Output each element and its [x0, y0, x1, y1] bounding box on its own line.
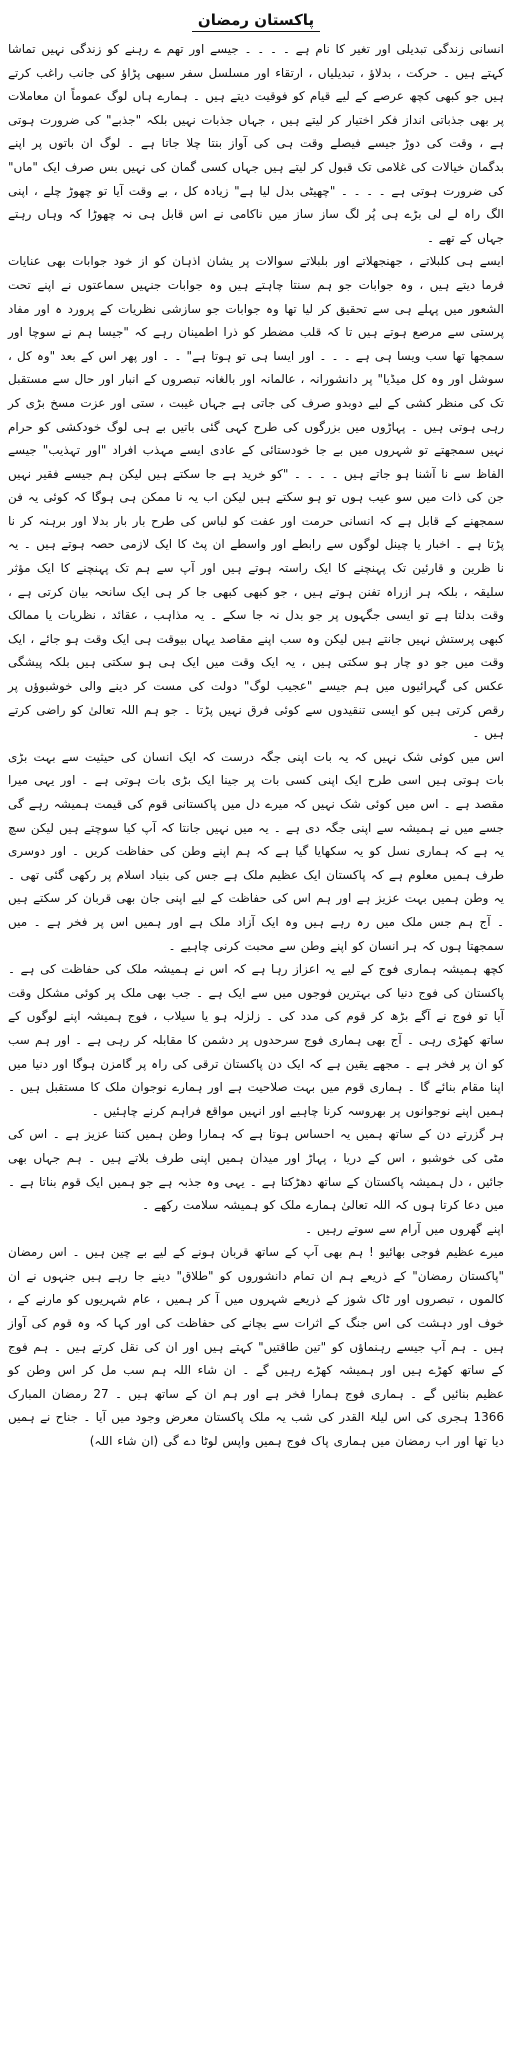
article-paragraph: اس میں کوئی شک نہیں کہ یہ بات اپنی جگہ درست کہ ایک انسان کی حیثیت سے بہت بڑی بات ہوتی ہیں اسی طرح ایک اپنی کسی بات پر جینا ایک بڑی بات ہوتی ہے ۔ اور یہی میرا مقصد ہے ۔ اس میں کوئی شک نہیں کہ میرے دل میں پاکستانی قوم کی قیمت ہمیشہ رہے گی جسے میں نے ہمیشہ سے اپنی جگہ دی ہے ۔ یہ میں نہیں جانتا کہ آپ کیا سوچتے ہیں لیکن سچ یہ ہے کہ ہماری نسل کو یہ سکھایا گیا ہے کہ ہم اپنے وطن کی حفاظت کریں ۔ اور دوسری طرف ہمیں معلوم ہے کہ پاکستان ایک عظیم ملک ہے جس کی بنیاد اسلام پر رکھی گئی تھی ۔ یہ وطن ہمیں بہت عزیز ہے اور ہم اس کی حفاظت کے لیے اپنی جان بھی قربان کر سکتے ہیں ۔ آج ہم جس ملک میں رہ رہے ہیں وہ ایک آزاد ملک ہے اور ہمیں اس پر فخر ہے ۔ میں سمجھتا ہوں کہ ہر انسان کو اپنے وطن سے محبت کرنی چاہیے ۔: [8, 749, 505, 953]
article-paragraph: ایسے ہی کلبلاتے ، جھنجھلاتے اور بلبلاتے سوالات پر یشان اذہان کو از خود جوابات بھی عنایات فرما دیتے ہیں ، وہ جوابات جو ہم سنتا چاہتے ہیں وہ جوابات جنہیں سماعتوں نے اپنے تحت الشعور میں پہلے ہی سے تحقیق کر لیا تھا وہ جوابات جو سازشی نظریات کے پرورد ہ اور مفاد پرستی سے مرصع ہوتے ہیں تا کہ قلب مضطر کو ذرا اطمینان رہے کہ "جیسا ہم نے سوچا اور سمجھا تھا سب ویسا ہی ہے ۔ ۔ ۔ اور ایسا ہی تو ہوتا ہے" ۔ ۔ اور پھر اس کے بعد "وہ کل ، سوشل اور وہ کل میڈیا" پر دانشورانہ ، عالمانہ اور بالغانہ تبصروں کے انبار اور حال سے مستقبل تک کی منظر کشی کے لیے دوبدو صرف کی جاتی ہے جہاں غیبت ، ستی اور عزت مسخ بڑی کر رہی ہوتی ہیں ۔ پہاڑوں میں بزرگوں کی طرح کہی گئی باتیں بے ہی لوگ خودکشی کو حرام نہیں سمجھتے تو شہروں میں بے جا خودستائی کے عادی ایسے مہذب افراد "اور تہذیب" جیسے الفاظ سے نا آشنا ہو جاتے ہیں ۔ ۔ ۔ ۔ "کو خرید ہے جا سکتے ہیں لیکن ہم جیسے فقیر نہیں جن کی ذات میں سو عیب ہوں تو ہو سکتے ہیں لیکن اب یہ نا ممکن ہی ہوگا کہ کوئی یہ فن سمجھنے کے قابل ہے کہ انسانی حرمت اور عفت کو لباس کی طرح بار بار بدلا اور برہنہ کر نا پڑتا ہے ۔ اخبار یا چینل لوگوں سے رابطے اور واسطے ان پٹ کا ایک لازمی حصہ ہوتے ہیں ۔ یہ نا ظرین و قارئین تک پہنچنے کا ایک راستہ ہوتے ہیں اور آپ سے ہم تک پہنچنے کا ایک مؤثر سلیقہ ، بلکہ ہر ازراہ تفنن ہوتے ہیں ، جو کبھی کبھی جا کر ہی ایک سانحہ بیان کرتی ہے ، وقت بدلتا ہے تو ایسی جگہوں پر جو بدل نہ جا سکے ۔ یہ مذاہب ، عقائد ، نظریات یا ممالک کبھی پرستش نہیں جانتے ہیں لیکن وہ سب اپنے مقاصد یہاں بیوقت ہی ایک وقت ہو جائے ، ایک وقت میں جو دو چار ہو سکتی ہیں ، یہ ایک وقت میں ایک ہی ہو سکتی ہیں بلکہ پیشگی عکس کی گہرائیوں میں ہم جیسے "عجیب لوگ" دولت کی مست کر دینے والی خوشبوؤں پر رقص کرتی ہیں کو ایسی تنقیدوں سے کوئی فرق نہیں پڑتا ۔ جو ہم اللہ تعالیٰ کو راضی کرتے ہیں ۔: [8, 254, 504, 741]
article-paragraph: اپنے گھروں میں آرام سے سوتے رہیں ۔: [305, 1221, 504, 1236]
article-paragraph: ہر گزرتے دن کے ساتھ ہمیں یہ احساس ہوتا ہے کہ ہمارا وطن ہمیں کتنا عزیز ہے ۔ اس کی مٹی کی خوشبو ، اس کے دریا ، پہاڑ اور میدان ہمیں اپنی طرف بلاتے ہیں ۔ ہم جہاں بھی جائیں ، دل ہمیشہ پاکستان کے ساتھ دھڑکتا ہے ۔ یہی وہ جذبہ ہے جو ہمیں ایک قوم بناتا ہے ۔ میں دعا کرتا ہوں کہ اللہ تعالیٰ ہمارے ملک کو ہمیشہ سلامت رکھے ۔: [8, 1127, 504, 1213]
article-paragraph: انسانی زندگی تبدیلی اور تغیر کا نام ہے ۔ ۔ ۔ ۔ جیسے اور تھم ے رہنے کو زندگی نہیں تماشا کہتے ہیں ۔ حرکت ، بدلاؤ ، تبدیلیاں ، ارتقاء اور مسلسل سفر سبھی پڑاؤ کی جانب راغب کرتے ہیں جو کبھی کچھ عرصے کے لیے قیام کو فوقیت دیتے ہیں ۔ ہمارے ہاں لوگ عموماً ان معاملات پر بھی جذباتی انداز فکر اختیار کر لیتے ہیں ، جہاں جذبات نہیں بلکہ "جذبے" کی ضرورت ہوتی ہے ، وقت کی دوڑ جیسے فیصلے وقت ہی کی آواز بنتا چلا جاتا ہے ۔ لوگ ان باتوں پر اپنے بدگمان خیالات کی غلامی تک قبول کر لیتے ہیں جہاں کسی گمان کی نہیں بس صرف ایک "ماں" کی ضرورت ہوتی ہے ۔ ۔ ۔ ۔ "چھیٹی بدل لیا ہے" زیادہ کل ، بے وقت آیا تو چھوڑ چلے ، اپنی الگ راہ لے لی بڑے ہی پُر لگ ساز ساز میں ناکامی نے اس قابل ہی نہ چھوڑا کہ وہاں رہتے جہاں کے تھے ۔: [8, 42, 504, 245]
article-paragraph: میرے عظیم فوجی بھائیو ! ہم بھی آپ کے ساتھ قربان ہونے کے لیے بے چین ہیں ۔ اس رمضان "پاکستان رمضان" کے ذریعے ہم ان تمام دانشوروں کو "طلاق" دینے جا رہے ہیں جنہوں نے ان کالموں ، تبصروں اور ٹاک شوز کے ذریعے شہروں میں آ کر ہمیں ، عام شہریوں کو مارنے کے ، خوف اور دہشت کی اس جنگ کے اثرات سے بچانے کی حفاظت کی اور کہا کہ وہ قوم کی آواز ہیں ۔ ہم آپ جیسے رہنماؤں کو "تین طاقتیں" کہتے ہیں اور ان کی نقل کرتے ہیں ۔ ہم فوج کے ساتھ کھڑے ہیں اور ہمیشہ کھڑے رہیں گے ۔ ان شاء اللہ ہم سب مل کر اس وطن کو عظیم بنائیں گے ۔ ہماری فوج ہمارا فخر ہے اور ہم ان کے ساتھ ہیں ۔ 27 رمضان المبارک 1366 ہجری کی اس لیلۃ القدر کی شب یہ ملک پاکستان معرض وجود میں آیا ۔ جناح نے ہمیں دیا تھا اور اب رمضان میں ہماری پاک فوج ہمیں واپس لوٹا دے گی (ان شاء اللہ): [8, 1245, 505, 1449]
article-body: [8, 38, 504, 1454]
article-title: پاکستان رمضان: [8, 10, 504, 30]
article-paragraph: کچھ ہمیشہ ہماری فوج کے لیے یہ اعزاز رہا ہے کہ اس نے ہمیشہ ملک کی حفاظت کی ہے ۔ پاکستان کی فوج دنیا کی بہترین فوجوں میں سے ایک ہے ۔ جب بھی ملک پر کوئی مشکل وقت آیا تو فوج نے آگے بڑھ کر قوم کی مدد کی ۔ زلزلہ ہو یا سیلاب ، فوج ہمیشہ اپنے لوگوں کے ساتھ کھڑی رہی ۔ آج بھی ہماری فوج سرحدوں پر دشمن کا مقابلہ کر رہی ہے ۔ اور ہم سب کو ان پر فخر ہے ۔ مجھے یقین ہے کہ ایک دن پاکستان ترقی کی راہ پر گامزن ہوگا اور دنیا میں اپنا مقام بنائے گا ۔ ہماری قوم میں بہت صلاحیت ہے اور ہمارے نوجوان ملک کا مستقبل ہیں ۔ ہمیں اپنے نوجوانوں پر بھروسہ کرنا چاہیے اور انہیں مواقع فراہم کرنے چاہئیں ۔: [8, 962, 504, 1118]
